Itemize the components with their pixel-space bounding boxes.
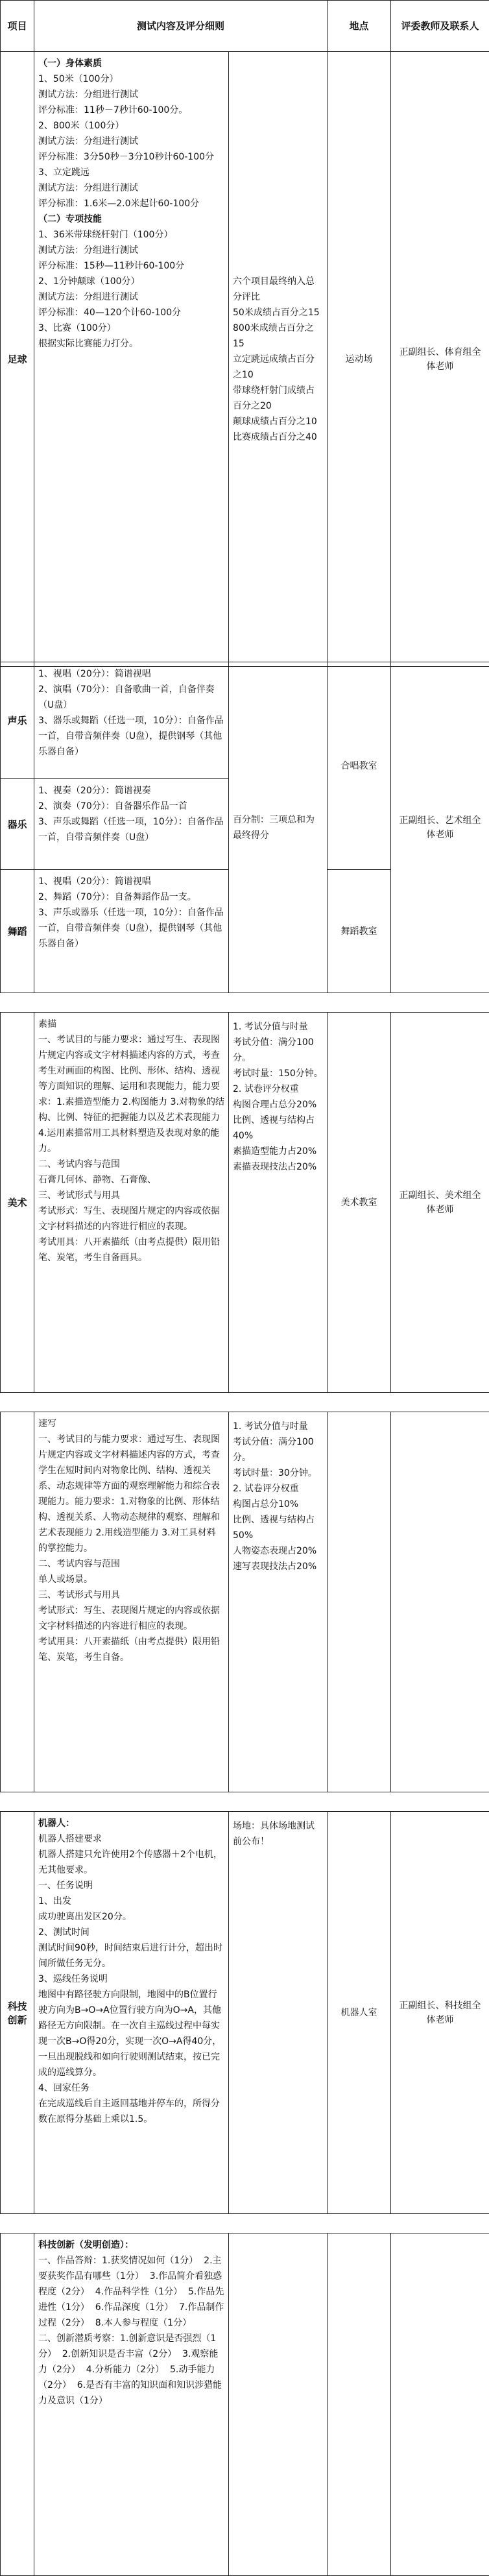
art-teacher: 正副组长、美术组全体老师 xyxy=(391,1013,489,1393)
football-eval-5: 颠球成绩占百分之10 xyxy=(233,414,323,429)
football-line-13: 评分标准：15秒—11秒计60-100分 xyxy=(38,258,224,274)
robot-line-2: 机器人搭建只允许使用2个传感器＋2个电机，无其他要求。 xyxy=(38,1847,224,1878)
football-teacher: 正副组长、体育组全体老师 xyxy=(391,52,489,667)
table-block-music xyxy=(0,662,489,993)
invention-line-2: 二、创新潜质考察：1.创新意识是否强烈（1分） 2.创新知识是否丰富（2分） 3.观察能力（2分） 4.分析能力（2分） 5.动手能力（2分） 6.是否有丰富的知识面和知识涉猎能力及意识（1分） xyxy=(38,2331,224,2409)
instrument-subject: 器乐 xyxy=(1,779,34,870)
invention-content xyxy=(34,2233,229,2576)
sketch-eval-5: 比例、透视与结构占50% xyxy=(233,1512,323,1543)
art-line-5: 考试形式：写生、表现图片规定的内容或依据文字材料描述的内容进行相应的表现。 xyxy=(38,1203,224,1234)
robot-line-0: 机器人： xyxy=(38,1816,224,1831)
robot-line-6: 2、测试时间 xyxy=(38,1925,224,1940)
invention-row xyxy=(1,2233,489,2576)
vocal-line-1: 2、演唱（70分）：自备歌曲一首，自备伴奏（U盘） xyxy=(38,682,224,713)
sketch-eval-0: 1. 考试分值与时量 xyxy=(233,1419,323,1434)
football-line-16: 评分标准：40—120个计60-100分 xyxy=(38,305,224,320)
football-line-7: 3、立定跳远 xyxy=(38,165,224,180)
dance-line-0: 1、视唱（20分）：简谱视唱 xyxy=(38,874,224,889)
header-venue: 地点 xyxy=(328,1,391,52)
vocal-content xyxy=(34,662,229,779)
table-block-invention xyxy=(0,2233,489,2575)
football-line-15: 测试方法：分组进行测试 xyxy=(38,289,224,305)
sketch-line-6: 考试用具：八开素描纸（由考点提供）限用铅笔、炭笔，考生自备。 xyxy=(38,1634,224,1665)
football-eval-6: 比赛成绩占百分之40 xyxy=(233,429,323,445)
robot-line-11: 在完成巡线后自主返回基地并停车的，所得分数在原得分基础上乘以1.5。 xyxy=(38,2096,224,2127)
sketch-eval-7: 速写表现技法占20% xyxy=(233,1559,323,1574)
robot-content xyxy=(34,1812,229,2214)
music-venue-choir: 合唱教室 xyxy=(328,662,391,870)
art-subject: 美术 xyxy=(1,1013,34,1393)
sketch-line-5: 考试形式：写生、表现图片规定的内容或依据文字材料描述的内容进行相应的表现。 xyxy=(38,1603,224,1634)
table-block-sketch xyxy=(0,1412,489,1792)
football-line-18: 根据实际比赛能力打分。 xyxy=(38,336,224,352)
football-eval-3: 立定跳远成绩占百分之10 xyxy=(233,352,323,383)
header-content: 测试内容及评分细则 xyxy=(34,1,328,52)
sketch-teacher-empty xyxy=(391,1412,489,1792)
music-eval: 百分制：三项总和为最终得分 xyxy=(229,662,328,993)
table-block-art xyxy=(0,1012,489,1392)
sketch-eval-3: 2. 试卷评分权重 xyxy=(233,1481,323,1497)
art-line-3: 石膏几何体、静物、石膏像、 xyxy=(38,1172,224,1188)
music-teacher: 正副组长、艺术组全体老师 xyxy=(391,662,489,993)
instrument-content xyxy=(34,779,229,870)
invention-line-1: 一、作品答辩：1.获奖情况如何（1分） 2.主要获奖作品有哪些（1分） 3.作品简介看独惑程度（2分） 4.作品科学性（1分） 5.作品先进性（1分） 6.作品深度（1分） 7.作品制作过程（2分） 8.本人参与程度（1分） xyxy=(38,2253,224,2331)
dance-line-2: 3、声乐或器乐（任选一项，10分）：自备作品一首，自带音频伴奏（U盘），提供钢琴（其他乐器自备） xyxy=(38,905,224,952)
football-line-3: 评分标准：11秒－7秒计60-100分。 xyxy=(38,102,224,118)
sketch-eval-2: 考试时量：30分钟。 xyxy=(233,1465,323,1481)
robot-line-9: 地图中有路径驶方向限制，地图中的B位置行驶方向为B→O→A位置行驶方向为O→A，其他路径无方向限制。在一次自主巡线过程中每实现一次B→O得20分，实现一次O→A得40分，一旦出现脱线和如向行驶则测试结束，按已完成的巡线算分。 xyxy=(38,1987,224,2080)
football-line-0: （一）身体素质 xyxy=(38,56,224,71)
sketch-line-0: 速写 xyxy=(38,1416,224,1432)
robot-line-1: 机器人搭建要求 xyxy=(38,1831,224,1847)
sketch-eval xyxy=(229,1412,328,1792)
sketch-eval-4: 构图占总分10% xyxy=(233,1497,323,1512)
invention-line-0: 科技创新（发明创造）： xyxy=(38,2237,224,2253)
art-eval xyxy=(229,1013,328,1393)
sketch-line-2: 二、考试内容与范围 xyxy=(38,1556,224,1572)
art-venue: 美术教室 xyxy=(328,1013,391,1393)
robot-line-3: 一、任务说明 xyxy=(38,1878,224,1894)
invention-subject-empty xyxy=(1,2233,34,2576)
sketch-eval-1: 考试分值：满分100分。 xyxy=(233,1434,323,1465)
football-line-14: 2、1分钟颠球（100分） xyxy=(38,274,224,289)
football-eval xyxy=(229,52,328,667)
instrument-line-1: 2、演奏（70分）：自备器乐作品一首 xyxy=(38,799,224,814)
football-line-11: 1、36米带球绕杆射门（100分） xyxy=(38,227,224,243)
football-line-6: 评分标准：3分50秒－3分10秒计60-100分 xyxy=(38,149,224,165)
football-eval-2: 800米成绩占百分之15 xyxy=(233,320,323,352)
football-line-1: 1、50米（100分） xyxy=(38,71,224,87)
vocal-subject: 声乐 xyxy=(1,662,34,779)
robot-line-4: 1、出发 xyxy=(38,1894,224,1909)
header-item: 项目 xyxy=(1,1,34,52)
football-line-17: 3、比赛（100分） xyxy=(38,320,224,336)
header-teacher: 评委教师及联系人 xyxy=(391,1,489,52)
football-line-2: 测试方法：分组进行测试 xyxy=(38,87,224,102)
robot-line-8: 3、巡线任务说明 xyxy=(38,1971,224,1987)
sketch-subject-empty xyxy=(1,1412,34,1792)
instrument-line-2: 3、声乐或舞蹈（任选一项，10分）：自备作品一首，自带音频伴奏（U盘） xyxy=(38,814,224,845)
vocal-row xyxy=(1,662,489,779)
sketch-venue-empty xyxy=(328,1412,391,1792)
art-eval-4: 构图合理占总分20% xyxy=(233,1097,323,1113)
art-line-4: 三、考试形式与用具 xyxy=(38,1188,224,1203)
music-venue-dance: 舞蹈教室 xyxy=(328,870,391,993)
art-eval-2: 考试时量：150分钟。 xyxy=(233,1066,323,1081)
robot-row xyxy=(1,1812,489,2214)
sketch-line-3: 单人或场景。 xyxy=(38,1572,224,1587)
invention-eval-empty xyxy=(229,2233,328,2576)
robot-teacher: 正副组长、科技组全体老师 xyxy=(391,1812,489,2214)
table-block-robot xyxy=(0,1811,489,2213)
art-row xyxy=(1,1013,489,1393)
table-block-football xyxy=(0,0,489,662)
robot-line-7: 测试时间90秒，时间结束后进行计分，超出时间所做任务无分。 xyxy=(38,1940,224,1971)
art-eval-1: 考试分值：满分100分。 xyxy=(233,1035,323,1066)
robot-line-10: 4、回家任务 xyxy=(38,2080,224,2096)
art-line-0: 素描 xyxy=(38,1017,224,1032)
robot-eval: 场地：具体场地测试前公布！ xyxy=(229,1812,328,2214)
football-line-9: 评分标准：1.6米—2.0米起计60-100分 xyxy=(38,196,224,211)
art-eval-7: 素描表现技法占20% xyxy=(233,1159,323,1175)
football-content xyxy=(34,52,229,667)
dance-line-1: 2、舞蹈（70分）：自备舞蹈作品一支。 xyxy=(38,889,224,905)
football-line-8: 测试方法：分组进行测试 xyxy=(38,180,224,196)
football-eval-1: 50米成绩占百分之15 xyxy=(233,305,323,320)
robot-venue: 机器人室 xyxy=(328,1812,391,2214)
invention-venue-empty xyxy=(328,2233,391,2576)
art-eval-0: 1. 考试分值与时量 xyxy=(233,1019,323,1035)
football-venue: 运动场 xyxy=(328,52,391,667)
art-line-1: 一、考试目的与能力要求：通过写生、表现图片规定内容或文字材料描述内容的方式，考查考生对画面的构图、比例、形体、结构、透视等方面知识的理解、运用和表现能力，能力要求：1.素描造型能力 2.构图能力 3.对物象的结构、比例、特征的把握能力以及艺术表现能力 4.运用素描常用工具材料塑造及表现对象的能力。 xyxy=(38,1032,224,1157)
sketch-row xyxy=(1,1412,489,1792)
art-line-2: 二、考试内容与范围 xyxy=(38,1157,224,1172)
robot-line-5: 成功驶离出发区20分。 xyxy=(38,1909,224,1925)
instrument-line-0: 1、视奏（20分）：简谱视奏 xyxy=(38,783,224,799)
sketch-content xyxy=(34,1412,229,1792)
football-eval-0: 六个项目最终纳入总分评比 xyxy=(233,274,323,305)
football-line-5: 测试方法：分组进行测试 xyxy=(38,134,224,149)
sketch-line-1: 一、考试目的与能力要求：通过写生、表现图片规定内容或文字材料描述内容的方式，考查学生在短时间内对物象比例、结构、透视关系、动态规律等方面的观察理解能力和综合表现能力。能力要求：1.对物象的比例、形体结构、透视关系、人物动态规律的观察、理解和艺术表现能力 2.用线造型能力 3.对工具材料的掌控能力。 xyxy=(38,1432,224,1556)
art-content xyxy=(34,1013,229,1393)
vocal-line-2: 3、器乐或舞蹈（任选一项，10分）：自备作品一首，自带音频伴奏（U盘），提供钢琴（其他乐器自备） xyxy=(38,713,224,760)
robot-subject: 科技创新 xyxy=(1,1812,34,2214)
invention-teacher-empty xyxy=(391,2233,489,2576)
sketch-line-4: 三、考试形式与用具 xyxy=(38,1587,224,1603)
table-header-row xyxy=(1,1,489,52)
art-eval-6: 素描造型能力占20% xyxy=(233,1144,323,1159)
football-line-4: 2、800米（100分） xyxy=(38,118,224,134)
art-eval-3: 2. 试卷评分权重 xyxy=(233,1081,323,1097)
football-line-10: （二）专项技能 xyxy=(38,211,224,227)
football-subject: 足球 xyxy=(1,52,34,667)
football-eval-4: 带球绕杆射门成绩占百分之20 xyxy=(233,383,323,414)
art-line-6: 考试用具：八开素描纸（由考点提供）限用铅笔、炭笔，考生自备画具。 xyxy=(38,1234,224,1266)
football-line-12: 测试方法：分组进行测试 xyxy=(38,243,224,258)
dance-content xyxy=(34,870,229,993)
vocal-line-0: 1、视唱（20分）：简谱视唱 xyxy=(38,666,224,682)
sketch-eval-6: 人物姿态表现占20% xyxy=(233,1543,323,1559)
dance-subject: 舞蹈 xyxy=(1,870,34,993)
art-eval-5: 比例、透视与结构占40% xyxy=(233,1113,323,1144)
football-row xyxy=(1,52,489,667)
